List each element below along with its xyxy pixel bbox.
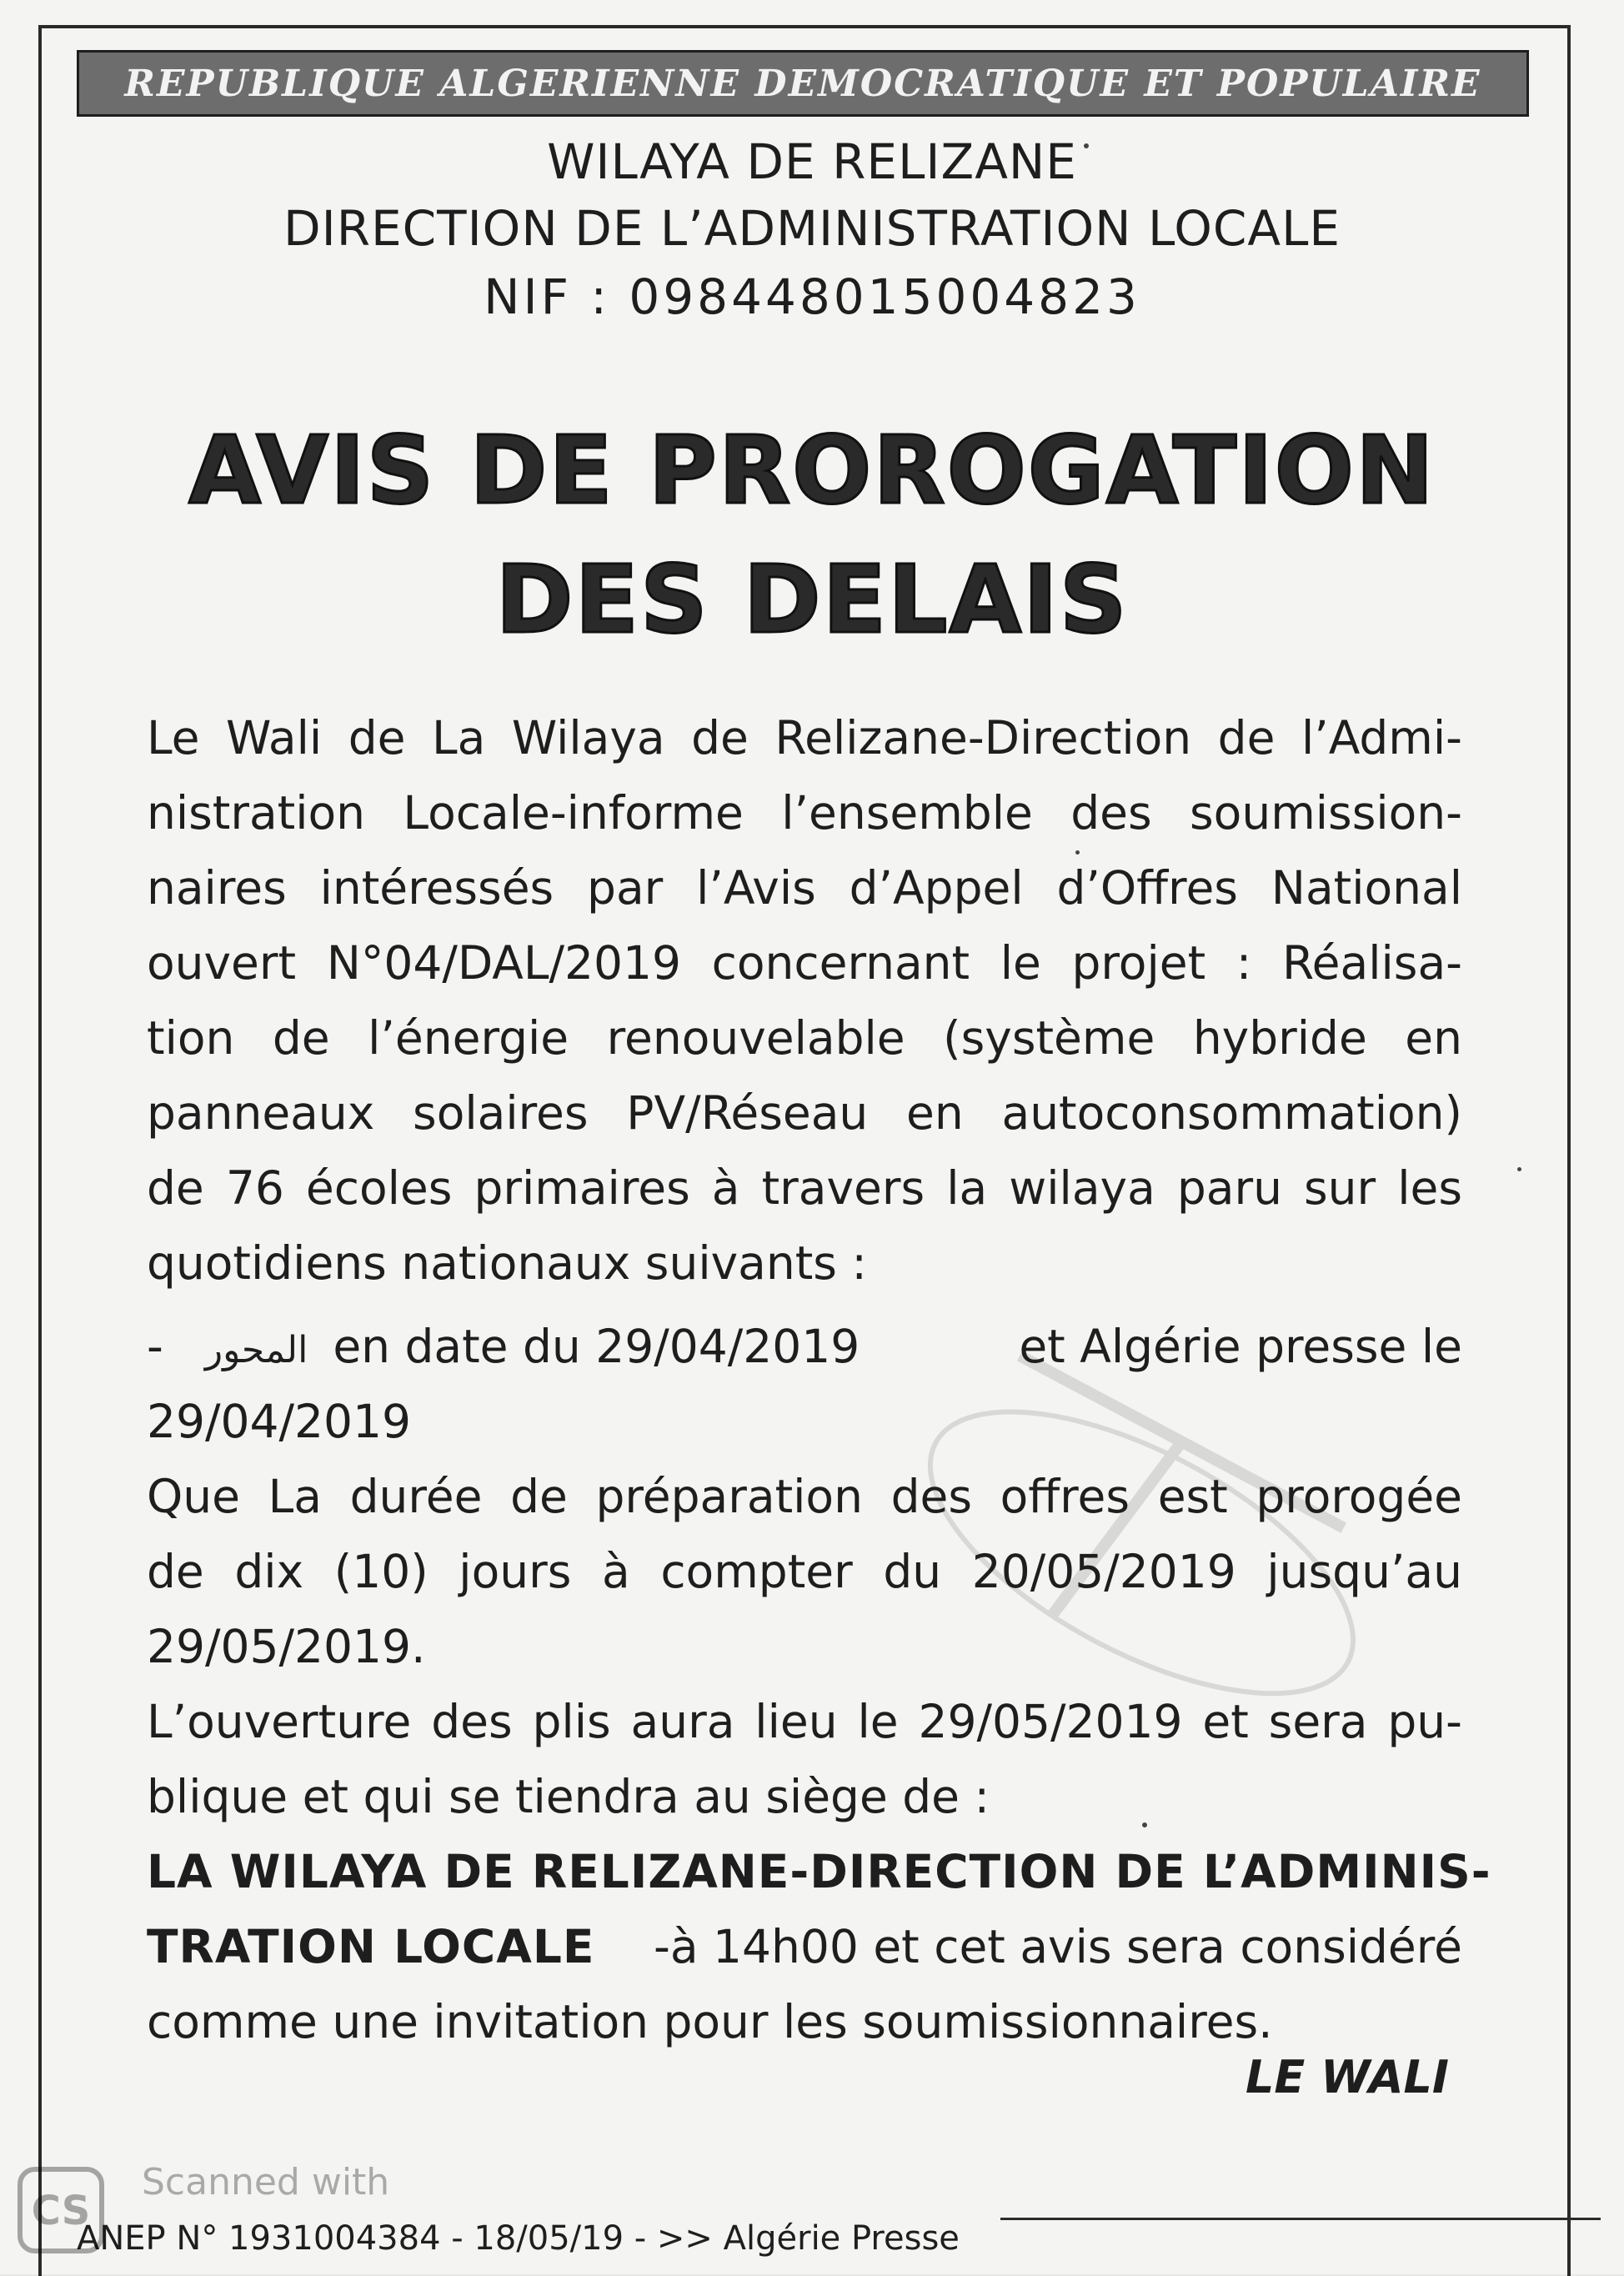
- venue-name-line2: TRATION LOCALE: [147, 1920, 595, 1973]
- nif-number: NIF : 098448015004823: [484, 268, 1140, 325]
- republic-banner-text: REPUBLIQUE ALGERIENNE DEMOCRATIQUE ET POPULAIRE: [124, 62, 1481, 105]
- venue-name-line1: LA WILAYA DE RELIZANE-DIRECTION DE L’ADMINIS-: [147, 1845, 1491, 1898]
- wilaya-name: WILAYA DE RELIZANE: [547, 133, 1077, 190]
- notice-paragraph-venue: [147, 1834, 1491, 2059]
- paragraph-line: Que La durée de préparation des offres est prorogée: [147, 1470, 1462, 1523]
- footer-rule: [1000, 2218, 1601, 2220]
- paragraph-line: nistration Locale-informe l’ensemble des soumission-: [147, 786, 1462, 840]
- notice-title-line1: AVIS DE PROROGATION: [188, 417, 1436, 525]
- notice-paragraph-intro: [147, 700, 1462, 1301]
- scanned-with-label: Scanned with: [142, 2161, 390, 2203]
- paragraph-line: ouvert N°04/DAL/2019 concernant le projet : Réalisa-: [147, 936, 1462, 990]
- paragraph-line: Le Wali de La Wilaya de Relizane-Direction de l’Admi-: [147, 711, 1462, 765]
- print-speck: [1142, 1822, 1147, 1827]
- republic-banner: [77, 50, 1529, 117]
- arabic-newspaper-name: المحور: [204, 1329, 308, 1371]
- paragraph-line: 29/05/2019.: [147, 1620, 426, 1673]
- paragraph-line: panneaux solaires PV/Réseau en autoconsommation): [147, 1086, 1462, 1140]
- paragraph-line: de dix (10) jours à compter du 20/05/2019 jusqu’au: [147, 1545, 1462, 1598]
- direction-name: DIRECTION DE L’ADMINISTRATION LOCALE: [283, 200, 1341, 257]
- camscanner-logo-text: CS: [31, 2188, 91, 2234]
- wali-signature: LE WALI: [1245, 2051, 1449, 2103]
- anep-reference: ANEP N° 1931004384 - 18/05/19 - >> Algérie Presse: [77, 2219, 960, 2258]
- paragraph-line: tion de l’énergie renouvelable (système hybride en: [147, 1011, 1462, 1065]
- notice-title-line2: DES DELAIS: [495, 546, 1129, 654]
- paragraph-line: quotidiens nationaux suivants :: [147, 1236, 867, 1290]
- camscanner-logo-icon: [15, 2164, 107, 2256]
- paragraph-line: de 76 écoles primaires à travers la wilaya paru sur les: [147, 1161, 1462, 1215]
- print-speck: [1517, 1167, 1521, 1171]
- publication-second-paper: et Algérie presse le: [1019, 1320, 1462, 1373]
- tenders-watermark-icon: [850, 1301, 1434, 1767]
- print-speck: [1075, 850, 1080, 855]
- venue-time-text: -à 14h00 et cet avis sera considéré: [654, 1920, 1462, 1973]
- print-speck: [1084, 143, 1089, 148]
- publication-date-text: en date du 29/04/2019: [333, 1320, 860, 1373]
- paragraph-line: L’ouverture des plis aura lieu le 29/05/2019 et sera pu-: [147, 1695, 1462, 1748]
- publication-date-second: 29/04/2019: [147, 1395, 412, 1448]
- paragraph-line: comme une invitation pour les soumissionnaires.: [147, 1995, 1273, 2048]
- paragraph-line: blique et qui se tiendra au siège de :: [147, 1770, 990, 1823]
- paragraph-line: naires intéressés par l’Avis d’Appel d’Offres National: [147, 861, 1462, 915]
- list-dash: -: [147, 1320, 163, 1373]
